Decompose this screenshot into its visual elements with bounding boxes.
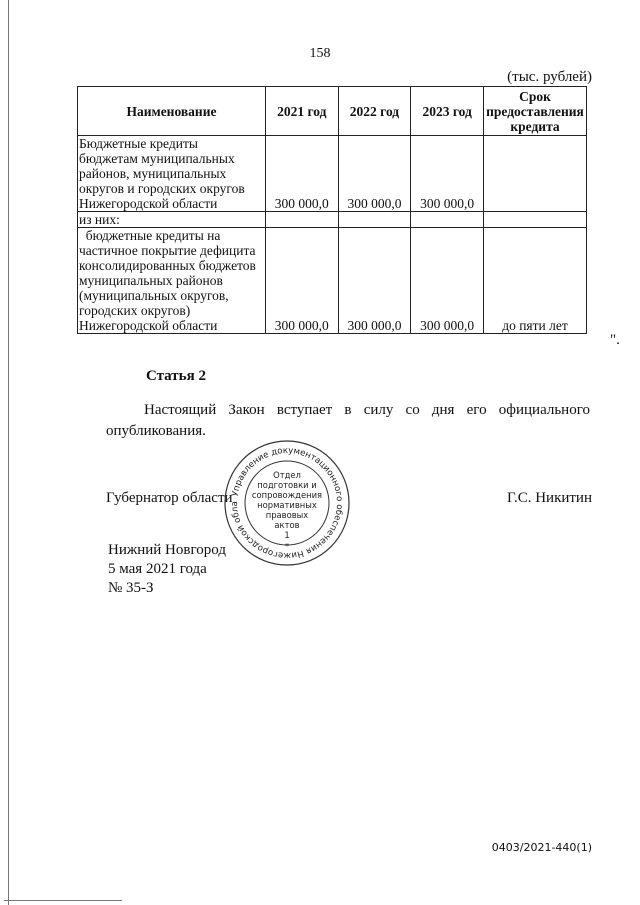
cell-y2021: 300 000,0 [265,228,338,334]
stamp-center-line: подготовки и [257,480,317,490]
stamp-center-line: нормативных [257,500,317,510]
row-name-cell [78,212,266,228]
table-row [78,136,587,212]
row-name-cell [78,228,266,334]
cell-term [484,212,587,228]
signature-block [108,541,226,598]
row-name-line: бюджетам муниципальных [79,151,235,166]
cell-y2021: 300 000,0 [265,136,338,212]
table-row [78,212,587,228]
row-name-line: районов, муниципальных [79,166,227,181]
cell-term [484,136,587,212]
row-name-line: Нижегородской области [79,196,218,211]
closing-quote: ". [610,332,620,348]
article-text: Настоящий Закон вступает в силу со дня его официального опубликования. [106,402,590,439]
cell-y2022 [338,212,411,228]
row-name-line: муниципальных районов [79,273,223,288]
header-term: Срок предоставления кредита [484,87,587,136]
cell-y2022: 300 000,0 [338,228,411,334]
header-2023: 2023 год [411,87,484,136]
signature-date: 5 мая 2021 года [108,561,207,577]
budget-credits-table [77,86,587,334]
header-name: Наименование [78,87,266,136]
stamp-center-line: актов [274,520,300,530]
article-title: Статья 2 [146,368,206,384]
signature-city: Нижний Новгород [108,542,226,558]
row-name-line: городских округов) [79,303,191,318]
cell-y2023: 300 000,0 [411,136,484,212]
stamp-center-line: Отдел [273,470,301,480]
table-header-row [78,87,587,136]
stamp-number: 1 [284,530,290,540]
units-note: (тыс. рублей) [507,69,592,85]
row-name-line: консолидированных бюджетов [79,258,256,273]
governor-name: Г.С. Никитин [506,490,592,506]
row-name-line: округов и городских округов [79,181,245,196]
law-number: № 35-З [108,580,154,596]
document-code: 0403/2021-440(1) [491,841,592,854]
page-number: 158 [309,46,331,61]
table-body [78,136,587,334]
stamp-center-line: сопровождения [251,490,323,500]
cell-y2023: 300 000,0 [411,228,484,334]
row-name-line: Нижегородской области [79,318,218,333]
scan-edge-line [8,0,9,905]
cell-term: до пяти лет [484,228,587,334]
row-name-line: бюджетные кредиты на [79,228,221,243]
scan-bottom-line [4,900,122,901]
table-row [78,228,587,334]
header-2021: 2021 год [265,87,338,136]
official-stamp [222,438,352,573]
row-name-line: частичное покрытие дефицита [79,243,256,258]
row-name-cell [78,136,266,212]
cell-y2022: 300 000,0 [338,136,411,212]
stamp-graphic [222,438,352,568]
governor-position: Губернатор области [106,490,233,506]
header-2022: 2022 год [338,87,411,136]
stamp-center-line: правовых [265,510,309,520]
stamp-ring-text: Управление документационного обеспечения Нижегородской обла [229,445,345,561]
row-name-line: из них: [79,212,120,227]
cell-y2023 [411,212,484,228]
row-name-line: (муниципальных округов, [79,288,229,303]
row-name-line: Бюджетные кредиты [79,136,198,151]
stamp-star: * [285,542,289,551]
cell-y2021 [265,212,338,228]
